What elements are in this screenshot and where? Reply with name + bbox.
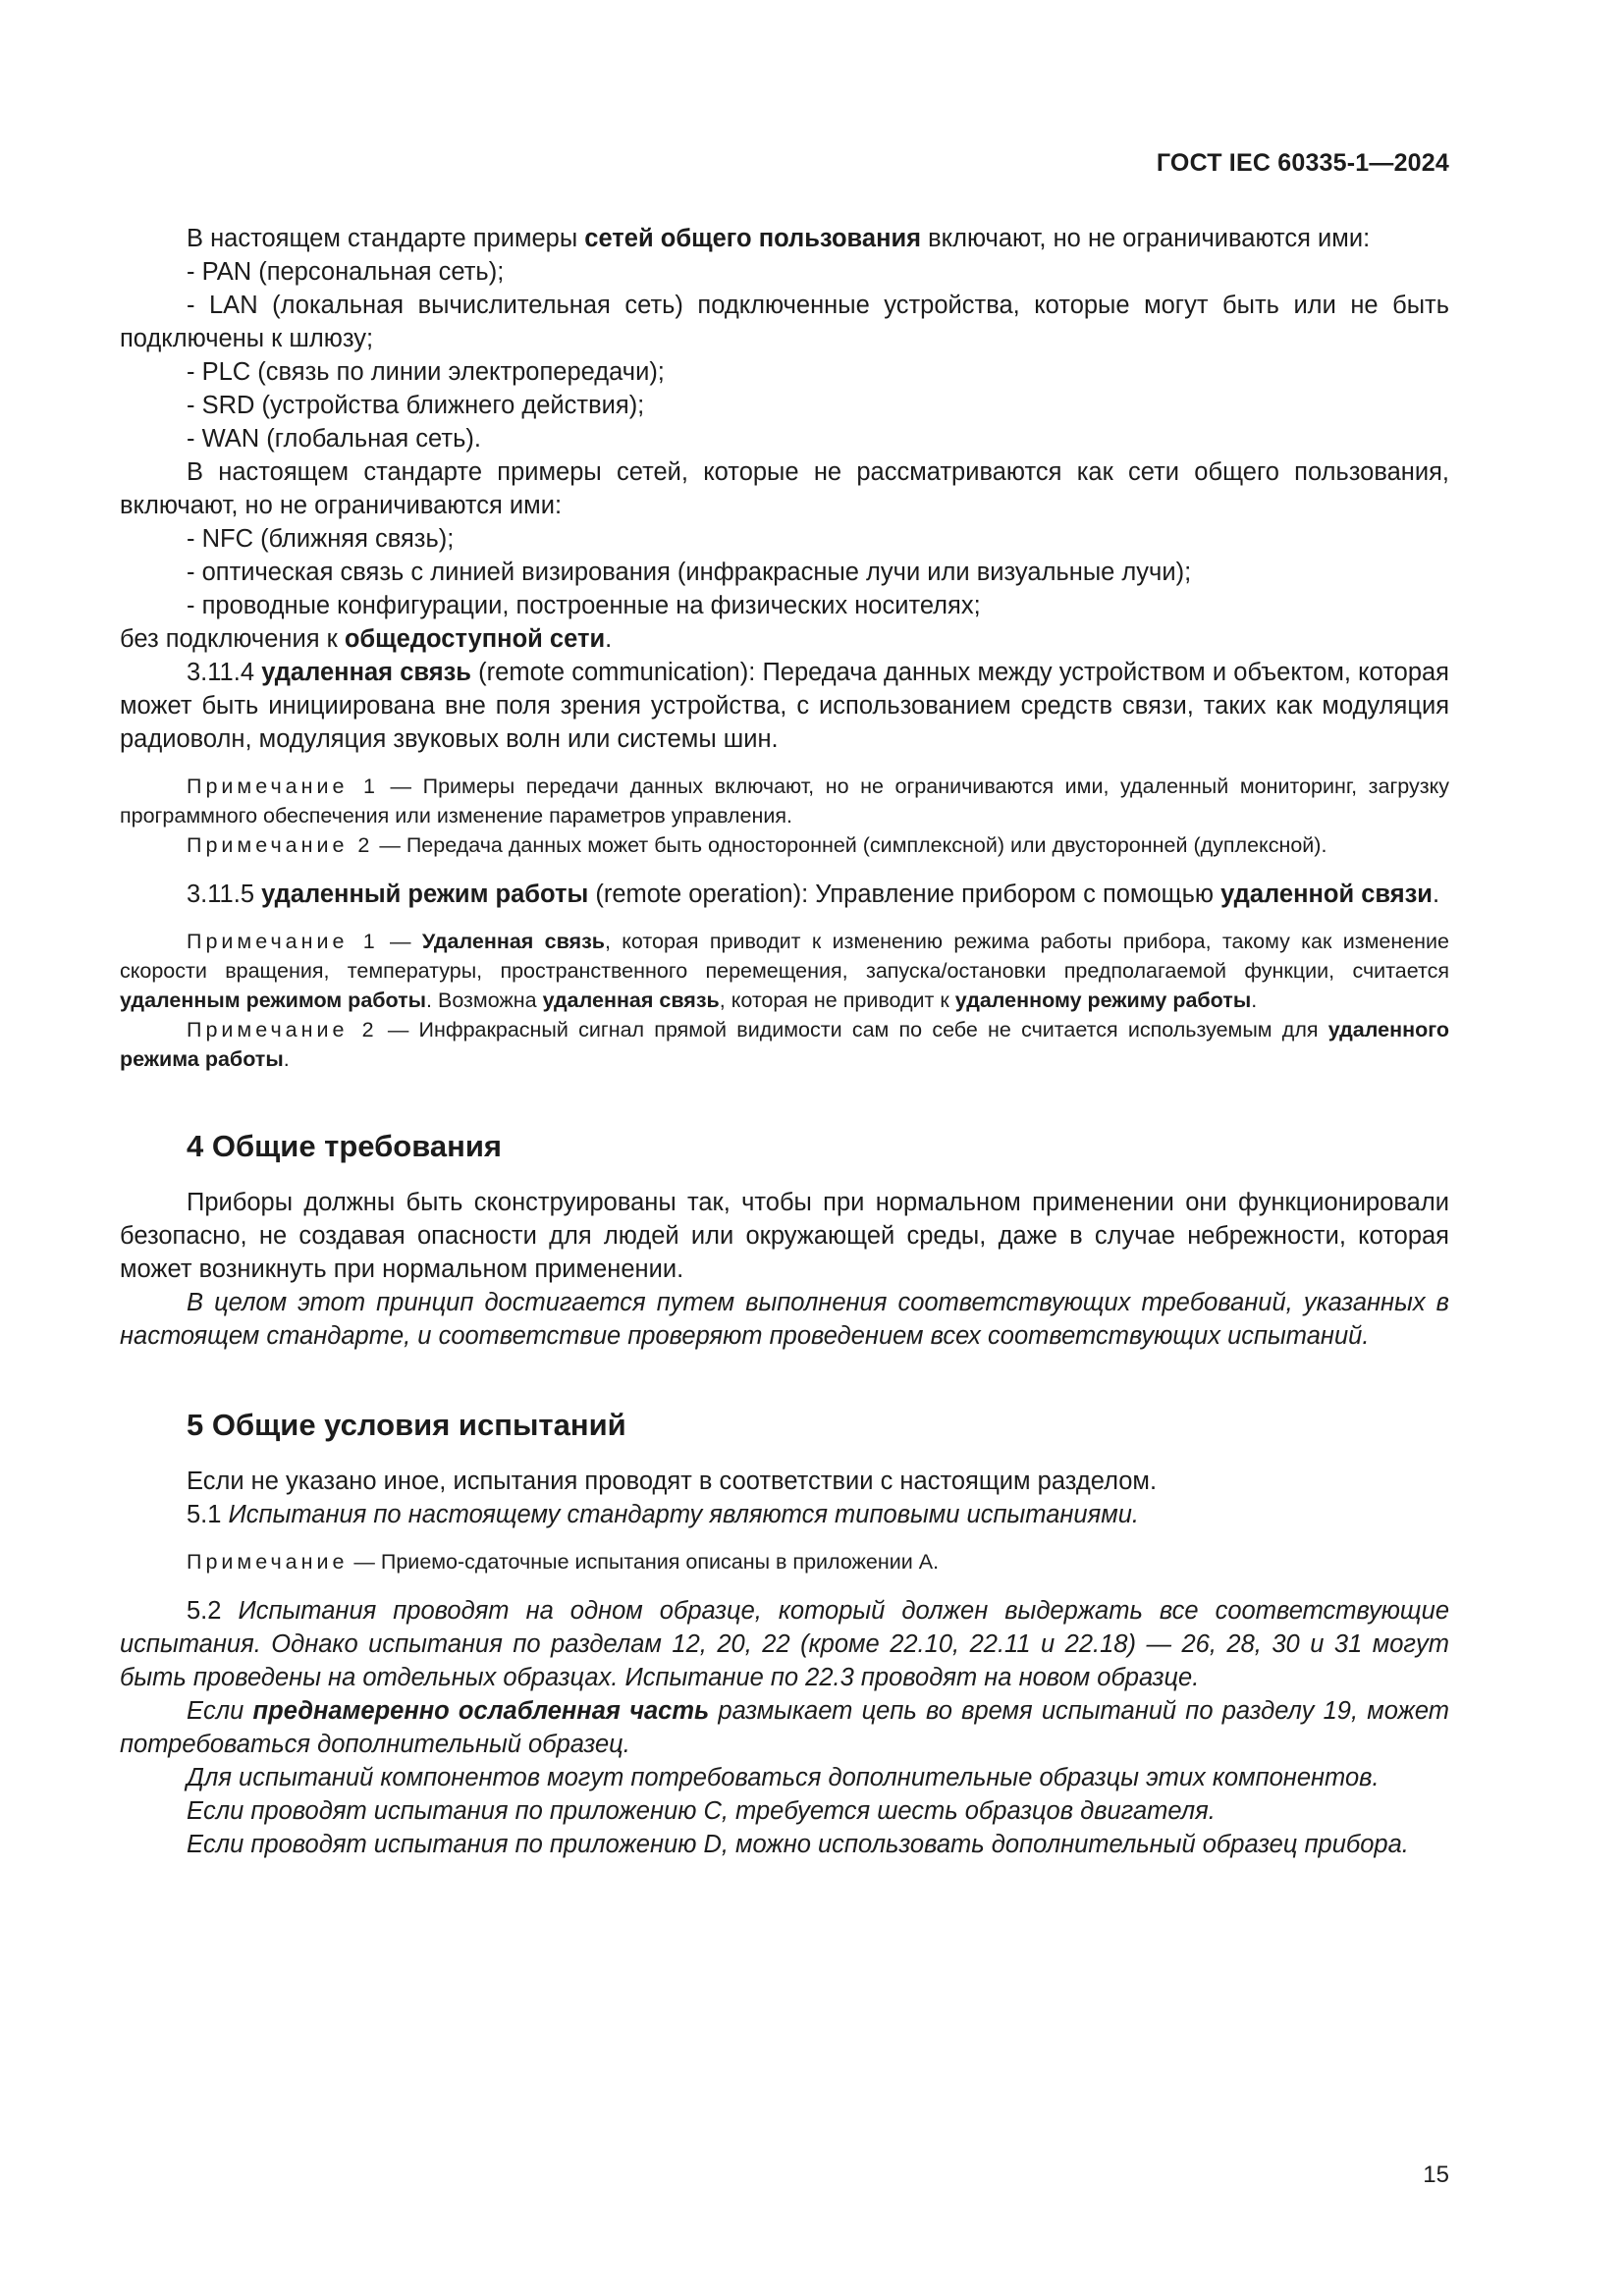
components-para: Для испытаний компонентов могут потребоваться дополнительные образцы этих компонентов. <box>187 1764 1380 1791</box>
section-heading-4: 4 Общие требования <box>187 1129 502 1163</box>
standard-header: ГОСТ IEC 60335-1—2024 <box>1156 149 1449 177</box>
section-5-intro: Если не указано иное, испытания проводят в соответствии с настоящим разделом. <box>187 1468 1158 1495</box>
list-item: - оптическая связь с линией визирования (инфракрасные лучи или визуальные лучи); <box>187 559 1192 586</box>
term-remote-communication: удаленная связь <box>261 659 471 686</box>
term-public-network: общедоступной сети <box>344 625 606 653</box>
annex-c-para: Если проводят испытания по приложению С, требуется шесть образцов двигателя. <box>187 1797 1216 1825</box>
page-body <box>120 222 1449 1861</box>
list-item: - PLC (связь по линии электропередачи); <box>187 358 665 386</box>
clause-3-11-4: 3.11.4 удаленная связь (remote communication): Передача данных между устройством и объектом, которая может быть инициирована вне поля зрения устройства, с использованием средств связи, таких как модуляция радиоволн, модуляция звуковых волн или системы шин. <box>120 659 1449 753</box>
annex-d-para: Если проводят испытания по приложению D, можно использовать дополнительный образец прибора. <box>187 1831 1409 1858</box>
clause-5-1: 5.1 Испытания по настоящему стандарту являются типовыми испытаниями. <box>187 1501 1139 1528</box>
note-label: Примечание 2 <box>187 1018 378 1041</box>
list-item: - WAN (глобальная сеть). <box>187 425 481 453</box>
note-3-11-4-1: Примечание 1 — Примеры передачи данных включают, но не ограничиваются ими, удаленный мониторинг, загрузку программного обеспечения или изменение параметров управления. <box>120 774 1450 828</box>
list-item: - проводные конфигурации, построенные на физических носителях; <box>187 592 981 619</box>
note-label: Примечание <box>187 1550 349 1574</box>
section-heading-5: 5 Общие условия испытаний <box>187 1408 626 1442</box>
weak-part-para: Если преднамеренно ослабленная часть размыкает цепь во время испытаний по разделу 19, может потребоваться дополнительный образец. <box>120 1697 1450 1758</box>
list-item: - SRD (устройства ближнего действия); <box>187 392 645 419</box>
clause-3-11-5: 3.11.5 удаленный режим работы (remote operation): Управление прибором с помощью удаленной связи. <box>187 881 1440 908</box>
public-networks-closing: без подключения к общедоступной сети. <box>120 625 613 653</box>
note-label: Примечание 1 <box>187 774 379 798</box>
page-number: 15 <box>1423 2162 1449 2188</box>
list-item: - PAN (персональная сеть); <box>187 258 505 286</box>
note-label: Примечание 1 <box>187 930 379 953</box>
term-weak-part: преднамеренно ослабленная часть <box>252 1697 710 1725</box>
note-3-11-5-1: Примечание 1 — Удаленная связь, которая приводит к изменению режима работы прибора, такому как изменение скорости вращения, температуры, пространственного перемещения, запуска/остановки предполагаемой функции, считается удаленным режимом работы. Возможна удаленная связь, которая не приводит к удаленному режиму работы. <box>120 930 1449 1012</box>
term-public-networks: сетей общего пользования <box>584 225 922 252</box>
list-item: - LAN (локальная вычислительная сеть) подключенные устройства, которые могут быть или не быть подключены к шлюзу; <box>120 292 1449 352</box>
non-public-networks-intro: В настоящем стандарте примеры сетей, которые не рассматриваются как сети общего пользования, включают, но не ограничиваются ими: <box>120 458 1449 519</box>
clause-5-2: 5.2 Испытания проводят на одном образце, который должен выдержать все соответствующие испытания. Однако испытания по разделам 12, 20, 22 (кроме 22.10, 22.11 и 22.18) — 26, 28, 30 и 31 могут быть проведены на отдельных образцах. Испытание по 22.3 проводят на новом образце. <box>120 1597 1449 1691</box>
note-label: Примечание 2 <box>187 833 374 857</box>
term-remote-operation: удаленный режим работы <box>261 881 589 908</box>
list-item: - NFC (ближняя связь); <box>187 525 455 553</box>
public-networks-intro: В настоящем стандарте примеры сетей общего пользования включают, но не ограничиваются ими: <box>187 225 1371 252</box>
term-remote-communication: удаленной связи <box>1220 881 1433 908</box>
note-3-11-4-2: Примечание 2 — Передача данных может быть односторонней (симплексной) или двусторонней (дуплексной). <box>187 833 1327 857</box>
section-4-compliance: В целом этот принцип достигается путем выполнения соответствующих требований, указанных в настоящем стандарте, и соответствие проверяют проведением всех соответствующих испытаний. <box>120 1289 1449 1350</box>
note-3-11-5-2: Примечание 2 — Инфракрасный сигнал прямой видимости сам по себе не считается используемым для удаленного режима работы. <box>120 1018 1450 1071</box>
note-5-1: Примечание — Приемо-сдаточные испытания описаны в приложении А. <box>187 1550 940 1574</box>
section-4-para: Приборы должны быть сконструированы так, чтобы при нормальном применении они функционировали безопасно, не создавая опасности для людей или окружающей среды, даже в случае небрежности, которая может возникнуть при нормальном применении. <box>120 1189 1449 1283</box>
